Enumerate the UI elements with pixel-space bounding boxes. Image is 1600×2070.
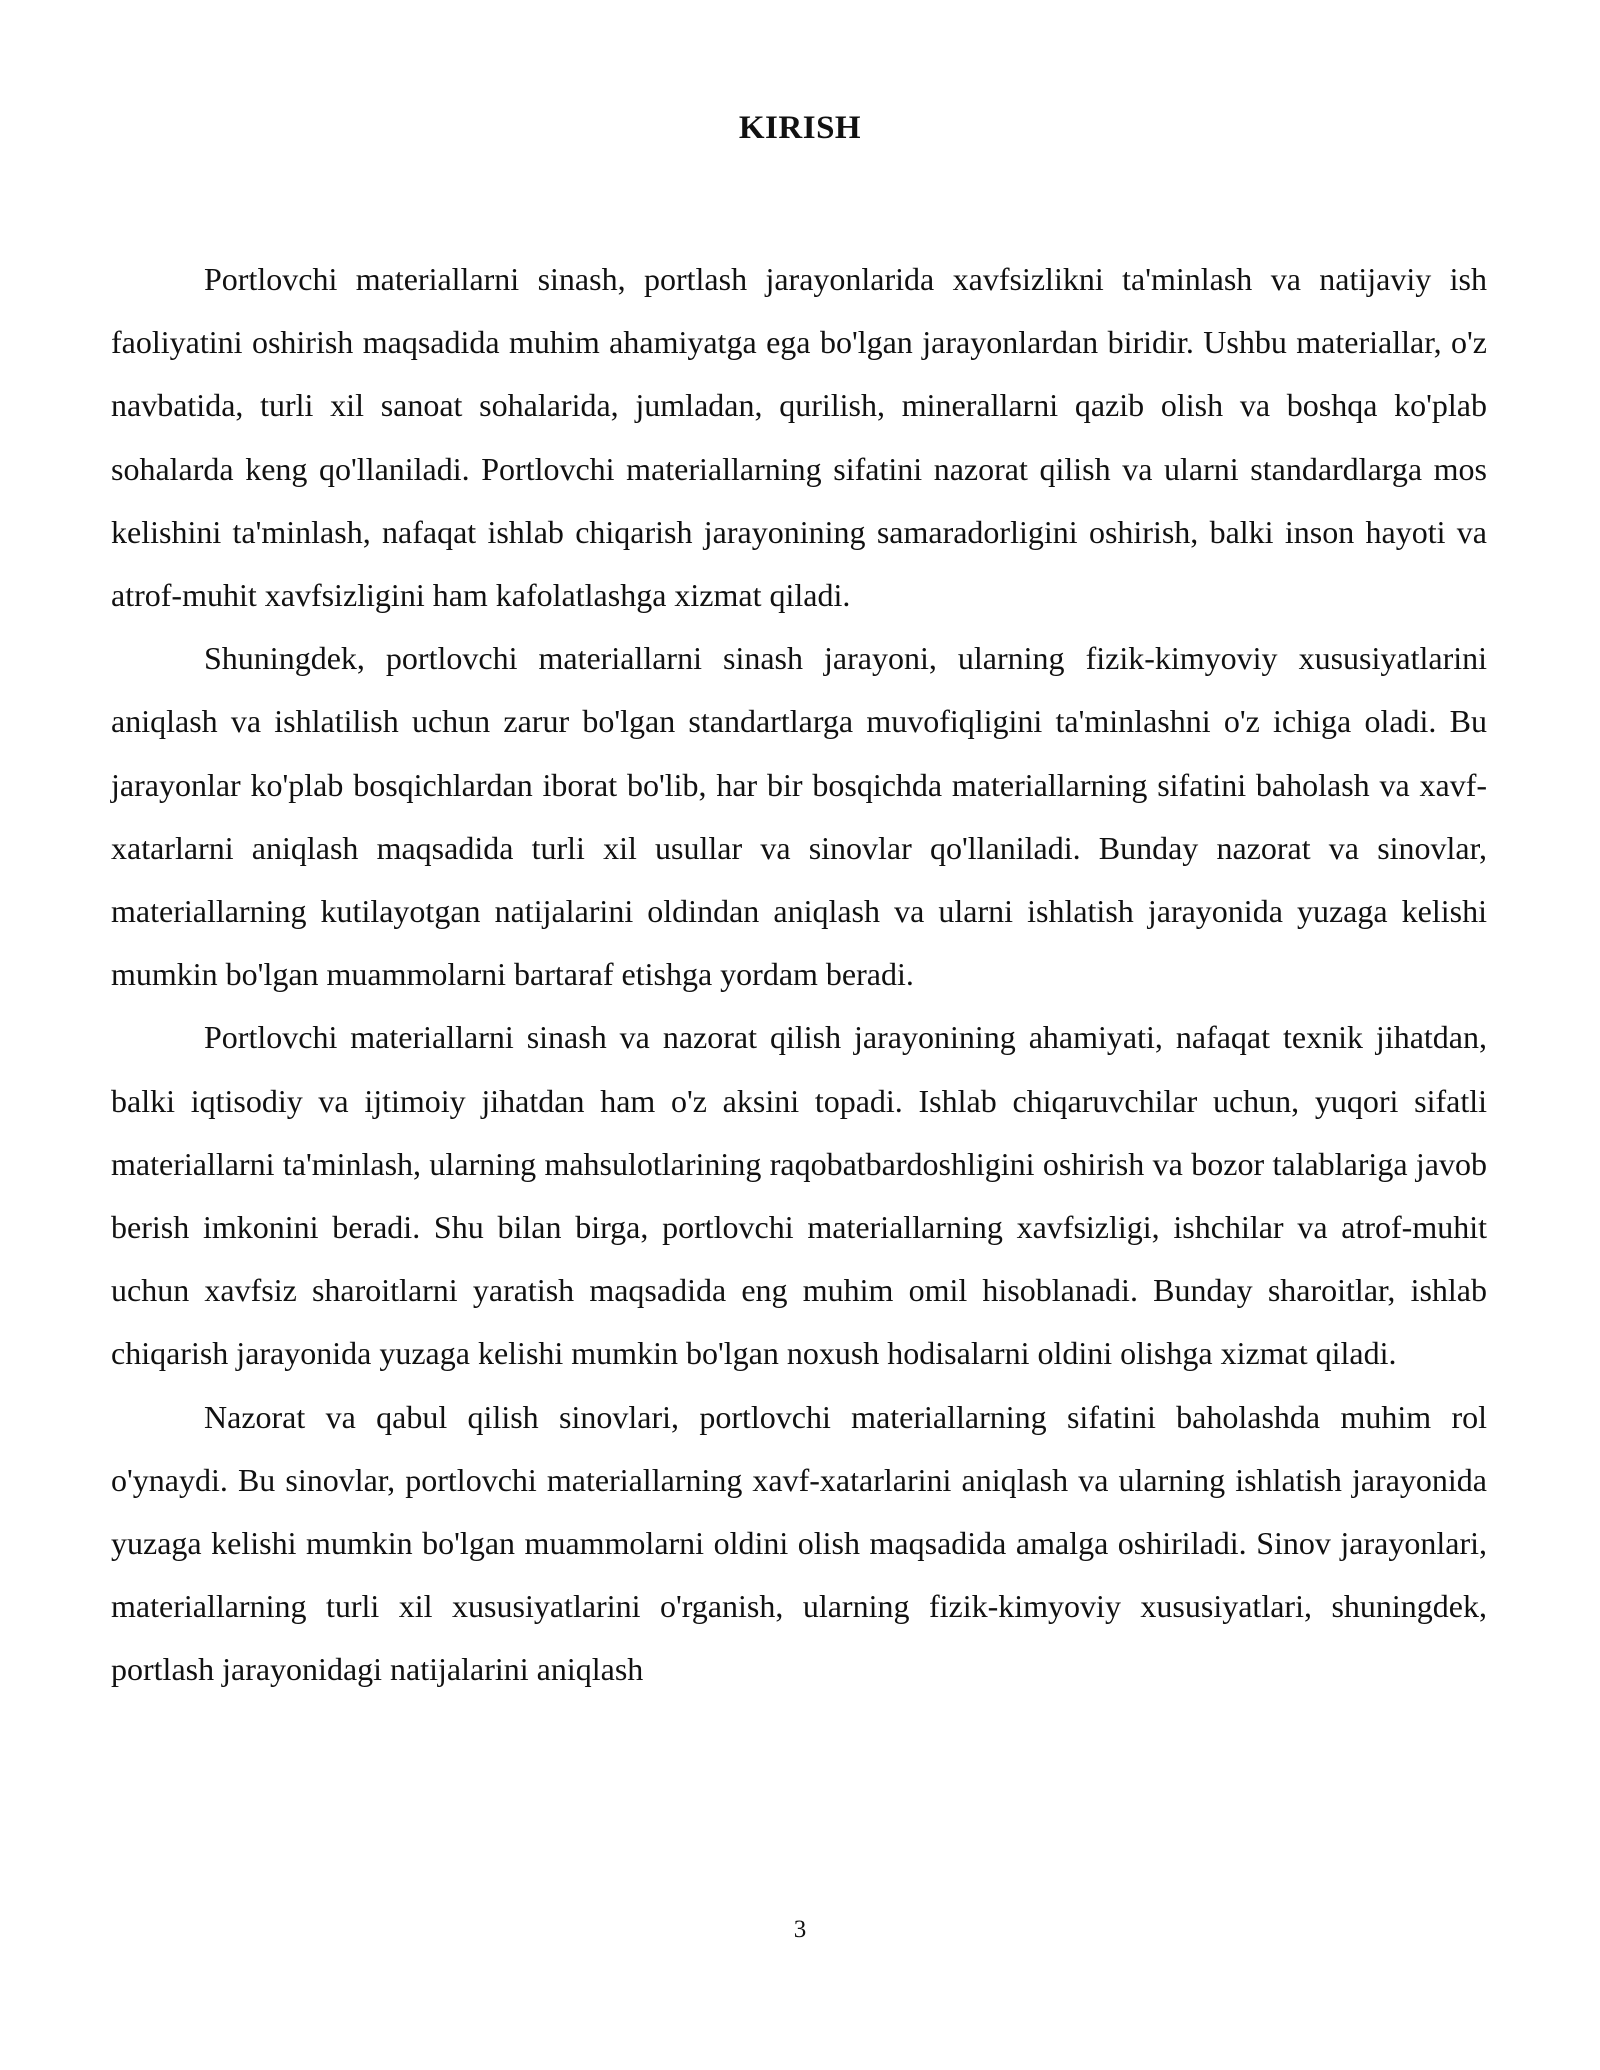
paragraph-4: Nazorat va qabul qilish sinovlari, portlovchi materiallarning sifatini baholashda muhim rol o'ynaydi. Bu sinovlar, portlovchi materiallarning xavf-xatarlarini aniqlash va ularning ishlatish jarayonida yuzaga kelishi mumkin bo'lgan muammolarni oldini olish maqsadida amalga oshiriladi. Sinov jarayonlari, materiallarning turli xil xususiyatlarini o'rganish, ularning fizik-kimyoviy xususiyatlari, shuningdek, portlash jarayonidagi natijalarini aniqlash xyxy=(111,1398,1487,1688)
paragraph-1: Portlovchi materiallarni sinash, portlash jarayonlarida xavfsizlikni ta'minlash va natijaviy ish faoliyatini oshirish maqsadida muhim ahamiyatga ega bo'lgan jarayonlardan biridir. Ushbu materiallar, o'z navbatida, turli xil sanoat sohalarida, jumladan, qurilish, minerallarni qazib olish va boshqa ko'plab sohalarda keng qo'llaniladi. Portlovchi materiallarning sifatini nazorat qilish va ularni standardlarga mos kelishini ta'minlash, nafaqat ishlab chiqarish jarayonining samaradorligini oshirish, balki inson hayoti va atrof-muhit xavfsizligini ham kafolatlashga xizmat qiladi. xyxy=(111,261,1487,614)
document-body xyxy=(111,248,1487,1702)
page-title: KIRISH xyxy=(738,110,862,146)
page-number: 3 xyxy=(793,1916,807,1943)
paragraph-2: Shuningdek, portlovchi materiallarni sinash jarayoni, ularning fizik-kimyoviy xususiyatlarini aniqlash va ishlatilish uchun zarur bo'lgan standartlarga muvofiqligini ta'minlashni o'z ichiga oladi. Bu jarayonlar ko'plab bosqichlardan iborat bo'lib, har bir bosqichda materiallarning sifatini baholash va xavf-xatarlarni aniqlash maqsadida turli xil usullar va sinovlar qo'llaniladi. Bunday nazorat va sinovlar, materiallarning kutilayotgan natijalarini oldindan aniqlash va ularni ishlatish jarayonida yuzaga kelishi mumkin bo'lgan muammolarni bartaraf etishga yordam beradi. xyxy=(111,640,1487,993)
paragraph-3: Portlovchi materiallarni sinash va nazorat qilish jarayonining ahamiyati, nafaqat texnik jihatdan, balki iqtisodiy va ijtimoiy jihatdan ham o'z aksini topadi. Ishlab chiqaruvchilar uchun, yuqori sifatli materiallarni ta'minlash, ularning mahsulotlarining raqobatbardoshligini oshirish va bozor talablariga javob berish imkonini beradi. Shu bilan birga, portlovchi materiallarning xavfsizligi, ishchilar va atrof-muhit uchun xavfsiz sharoitlarni yaratish maqsadida eng muhim omil hisoblanadi. Bunday sharoitlar, ishlab chiqarish jarayonida yuzaga kelishi mumkin bo'lgan noxush hodisalarni oldini olishga xizmat qiladi. xyxy=(111,1019,1487,1372)
